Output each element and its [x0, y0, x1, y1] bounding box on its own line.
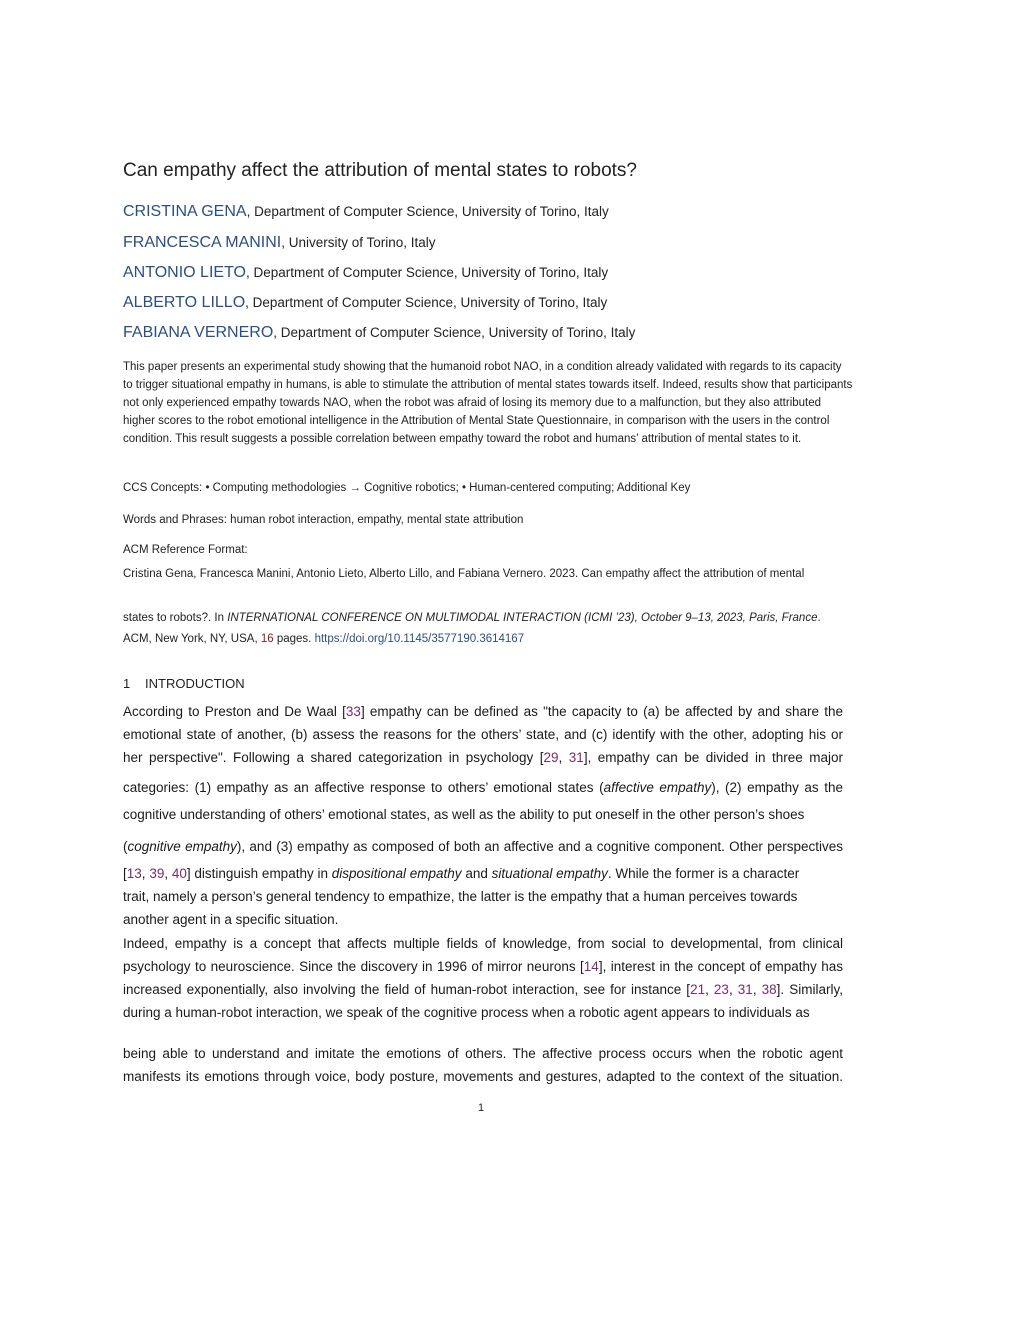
paper-title: Can empathy affect the attribution of mental states to robots? — [123, 160, 638, 181]
italic-term: cognitive empathy — [127, 839, 237, 854]
author-affiliation: , Department of Computer Science, University of Torino, Italy — [246, 204, 609, 219]
author-affiliation: , Department of Computer Science, University of Torino, Italy — [245, 295, 608, 310]
intro-line-4 — [123, 780, 843, 795]
acm-ref-citation — [123, 565, 843, 583]
intro-line-14: being able to understand and imitate the emotions of others. The affective process occurs when the robotic agent — [123, 1046, 843, 1061]
italic-term: dispositional empathy — [331, 866, 462, 881]
author-name: ANTONIO LIETO — [123, 264, 246, 281]
author-name: FRANCESCA MANINI — [123, 234, 282, 251]
text-run: ] empathy can be defined as "the capacity to (a) be affected by and share the — [360, 704, 844, 719]
acm-ref-text: ACM, New York, NY, USA, — [123, 633, 261, 645]
citation-link[interactable]: 23 — [713, 982, 729, 997]
page-number: 1 — [478, 1102, 485, 1114]
venue-name: INTERNATIONAL CONFERENCE ON MULTIMODAL INTERACTION (ICMI ’23), October 9–13, 2023, Paris, France — [227, 612, 818, 624]
section-title: INTRODUCTION — [145, 676, 245, 691]
ccs-concepts: CCS Concepts: • Computing methodologies → Cognitive robotics; • Human-centered computing; Additional Key — [123, 482, 691, 494]
text-run: ], interest in the concept of empathy has — [598, 959, 843, 974]
citation-link[interactable]: 38 — [761, 982, 777, 997]
doi-link[interactable]: https://doi.org/10.1145/3577190.3614167 — [314, 633, 525, 645]
text-run: [ — [123, 866, 127, 881]
text-run: , — [752, 982, 762, 997]
author-1 — [123, 203, 609, 221]
text-run: . While the former is a character — [607, 866, 800, 881]
text-run: her perspective". Following a shared categorization in psychology [ — [123, 750, 544, 765]
intro-line-13: during a human-robot interaction, we speak of the cognitive process when a robotic agent appears to individuals as — [123, 1005, 810, 1020]
author-name: FABIANA VERNERO — [123, 324, 274, 341]
acm-ref-publisher — [123, 630, 843, 648]
text-run: ), (2) empathy as the — [711, 780, 843, 795]
author-affiliation: , Department of Computer Science, University of Torino, Italy — [273, 325, 636, 340]
text-run: ] distinguish empathy in — [186, 866, 332, 881]
citation-link[interactable]: 31 — [737, 982, 753, 997]
intro-line-3 — [123, 750, 843, 765]
citation-link[interactable]: 39 — [149, 866, 165, 881]
intro-line-12 — [123, 982, 843, 997]
keywords: Words and Phrases: human robot interaction, empathy, mental state attribution — [123, 514, 524, 526]
text-run: increased exponentially, also involving the field of human-robot interaction, see for instance [ — [123, 982, 691, 997]
text-run: , — [705, 982, 714, 997]
citation-link[interactable]: 40 — [171, 866, 187, 881]
text-run: ]. Similarly, — [776, 982, 843, 997]
acm-ref-label: ACM Reference Format: — [123, 544, 248, 556]
intro-line-1 — [123, 704, 843, 719]
author-4 — [123, 294, 607, 312]
italic-term: situational empathy — [491, 866, 608, 881]
intro-line-6 — [123, 839, 843, 854]
text-run: ), and (3) empathy as composed of both an affective and a cognitive component. Other perspectives — [236, 839, 844, 854]
italic-term: affective empathy — [603, 780, 712, 795]
citation-link[interactable]: 29 — [543, 750, 559, 765]
intro-line-9: another agent in a specific situation. — [123, 912, 339, 927]
citation-link[interactable]: 13 — [126, 866, 142, 881]
text-run: and — [461, 866, 492, 881]
intro-line-10: Indeed, empathy is a concept that affects multiple fields of knowledge, from social to developmental, from clinical — [123, 936, 843, 951]
author-name: ALBERTO LILLO — [123, 294, 246, 311]
text-run: According to Preston and De Waal [ — [123, 704, 346, 719]
section-number: 1 — [123, 676, 131, 691]
intro-line-15: manifests its emotions through voice, body posture, movements and gestures, adapted to the context of the situation. — [123, 1069, 843, 1084]
author-affiliation: , Department of Computer Science, University of Torino, Italy — [246, 265, 609, 280]
abstract: This paper presents an experimental study showing that the humanoid robot NAO, in a condition already validated with regards to its capacity to trigger situational empathy in humans, is able to stimulate the attribution of mental states towards itself. Indeed, results show that participants not only experienced empathy towards NAO, when the robot was afraid of losing its memory due to a malfunction, but they also attributed higher scores to the robot emotional intelligence in the Attribution of Mental State Questionnaire, in comparison with the users in the control condition. This result suggests a possible correlation between empathy toward the robot and humans’ attribution of mental states to it. — [123, 361, 853, 445]
intro-line-11 — [123, 959, 843, 974]
intro-line-5: cognitive understanding of others’ emotional states, as well as the ability to put oneself in the other person’s shoes — [123, 807, 805, 822]
intro-line-7 — [123, 866, 843, 881]
text-run: , — [141, 866, 150, 881]
text-run: , — [164, 866, 172, 881]
author-affiliation: , University of Torino, Italy — [281, 235, 436, 250]
author-2 — [123, 234, 436, 252]
citation-link[interactable]: 31 — [568, 750, 584, 765]
text-run: categories: (1) empathy as an affective response to others’ emotional states ( — [123, 780, 604, 795]
text-run: , — [728, 982, 738, 997]
page-count-link[interactable]: 16 — [260, 633, 274, 645]
text-run: , — [558, 750, 569, 765]
acm-ref-text: states to robots?. In — [123, 612, 228, 624]
acm-ref-text: pages. — [273, 633, 315, 645]
citation-link[interactable]: 21 — [690, 982, 706, 997]
text-run: psychology to neuroscience. Since the discovery in 1996 of mirror neurons [ — [123, 959, 584, 974]
author-5 — [123, 324, 635, 342]
intro-line-2: emotional state of another, (b) assess the reasons for the others’ state, and (c) identify with the other, adopting his or — [123, 727, 843, 742]
author-3 — [123, 264, 608, 282]
author-name: CRISTINA GENA — [123, 203, 247, 220]
citation-link[interactable]: 14 — [583, 959, 599, 974]
acm-ref-venue — [123, 609, 843, 627]
citation-link[interactable]: 33 — [345, 704, 361, 719]
section-heading — [123, 676, 245, 691]
text-run: ], empathy can be divided in three major — [583, 750, 843, 765]
acm-ref-line1: Cristina Gena, Francesca Manini, Antonio Lieto, Alberto Lillo, and Fabiana Vernero. 2023. Can empathy affect the attribution of mental — [123, 568, 805, 580]
acm-ref-text: . — [817, 612, 821, 624]
text-run: ( — [123, 839, 128, 854]
intro-line-8: trait, namely a person’s general tendency to empathize, the latter is the empathy that a human perceives towards — [123, 889, 798, 904]
